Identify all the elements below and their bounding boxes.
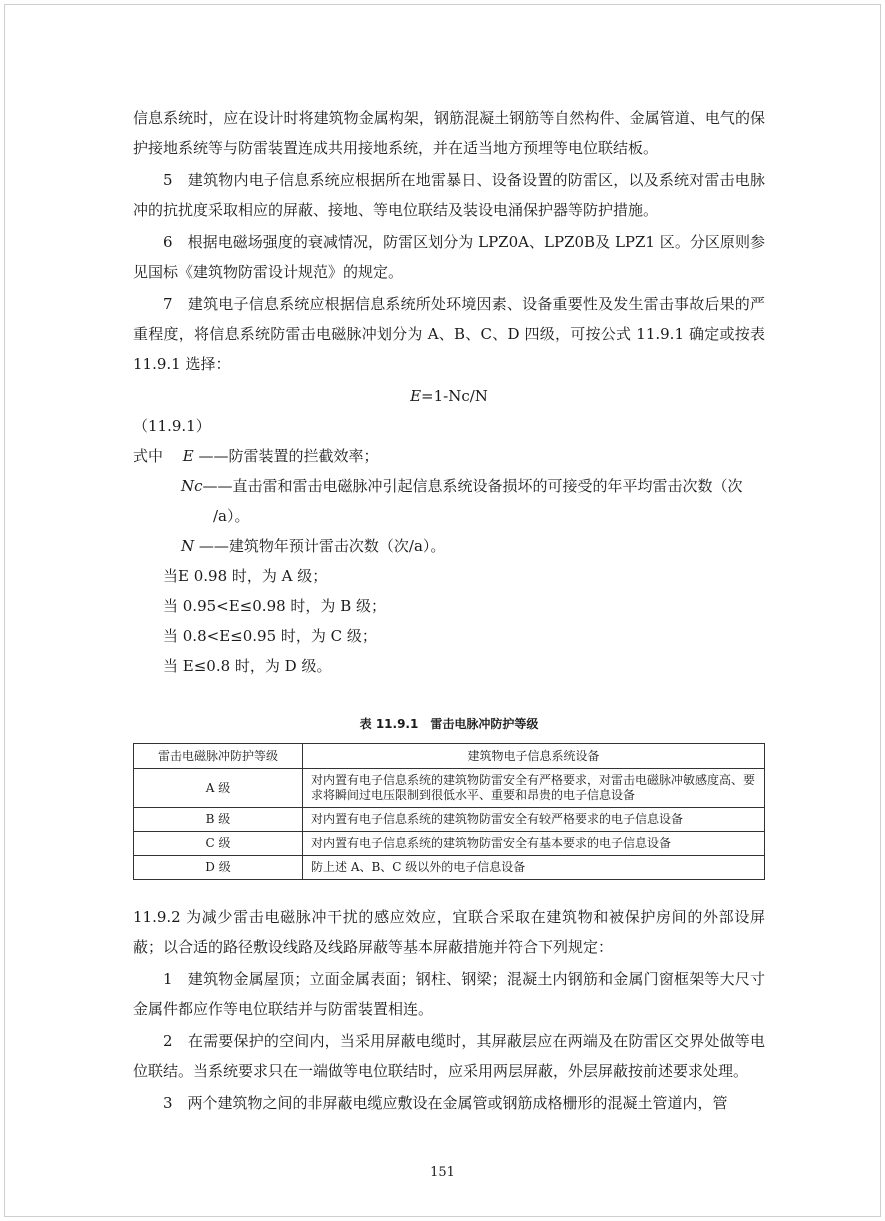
definition-nc-text: ——直击雷和雷击电磁脉冲引起信息系统设备损坏的可接受的年平均雷击次数（次 <box>202 477 743 495</box>
paragraph-11-9-2: 11.9.2 为减少雷击电磁脉冲干扰的感应效应，宜联合采取在建筑物和被保护房间的外部设屏蔽；以合适的路径敷设线路及线路屏蔽等基本屏蔽措施并符合下列规定： <box>133 908 765 956</box>
table-cell-description: 对内置有电子信息系统的建筑物防雷安全有较严格要求的电子信息设备 <box>303 808 765 832</box>
paragraph-item-3: 3 两个建筑物之间的非屏蔽电缆应敷设在金属管或钢筋成格栅形的混凝土管道内，管 <box>163 1094 728 1112</box>
table-cell-description: 对内置有电子信息系统的建筑物防雷安全有严格要求，对雷击电磁脉冲敏感度高、要求将瞬间过电压限制到很低水平、重要和昂贵的电子信息设备 <box>303 769 765 808</box>
table-cell-description: 对内置有电子信息系统的建筑物防雷安全有基本要求的电子信息设备 <box>303 832 765 856</box>
case-c: 当 0.8<E≤0.95 时，为 C 级； <box>163 627 377 645</box>
definition-n-text: ——建筑物年预计雷击次数（次/a）。 <box>194 537 446 555</box>
table-row <box>134 832 765 856</box>
paragraph-item-1: 1 建筑物金属屋顶；立面金属表面；钢柱、钢梁；混凝土内钢筋和金属门窗框架等大尺寸金属件都应作等电位联结并与防雷装置相连。 <box>133 970 765 1018</box>
paragraph-continuation: 信息系统时，应在设计时将建筑物金属构架，钢筋混凝土钢筋等自然构件、金属管道、电气的保护接地系统等与防雷装置连成共用接地系统，并在适当地方预埋等电位联结板。 <box>133 109 765 157</box>
definition-e <box>133 441 765 471</box>
page-number: 151 <box>430 1165 455 1180</box>
paragraph-item-2: 2 在需要保护的空间内，当采用屏蔽电缆时，其屏蔽层应在两端及在防雷区交界处做等电位联结。当系统要求只在一端做等电位联结时，应采用两层屏蔽，外层屏蔽按前述要求处理。 <box>133 1032 765 1080</box>
formula <box>133 381 765 411</box>
definition-nc-continuation: /a）。 <box>213 507 250 525</box>
table-title: 表 11.9.1 雷击电脉冲防护等级 <box>359 717 539 731</box>
section-11-9-2 <box>133 902 765 1118</box>
formula-lhs: E <box>410 387 422 405</box>
protection-level-table <box>133 743 765 880</box>
table-cell-level: D 级 <box>134 856 303 880</box>
table-cell-level: B 级 <box>134 808 303 832</box>
case-a: 当E 0.98 时，为 A 级； <box>163 567 328 585</box>
table-row <box>134 769 765 808</box>
definition-e-text: ——防雷装置的拦截效率； <box>193 447 379 465</box>
paragraph-item-5: 5 建筑物内电子信息系统应根据所在地雷暴日、设备设置的防雷区，以及系统对雷击电脉冲的抗扰度采取相应的屏蔽、接地、等电位联结及装设电涌保护器等防护措施。 <box>133 171 765 219</box>
table-cell-level: A 级 <box>134 769 303 808</box>
table-row <box>134 808 765 832</box>
paragraph-item-7: 7 建筑电子信息系统应根据信息系统所处环境因素、设备重要性及发生雷击事故后果的严重程度，将信息系统防雷击电磁脉冲划分为 A、B、C、D 四级，可按公式 11.9.1 确定或按表 11.9.1 选择： <box>133 295 765 373</box>
definition-intro: 式中 <box>133 447 164 465</box>
symbol-e: E <box>182 447 194 465</box>
definition-n <box>133 531 765 561</box>
symbol-nc: Nc <box>181 477 203 495</box>
case-b: 当 0.95<E≤0.98 时，为 B 级； <box>163 597 386 615</box>
table-header-level: 雷击电磁脉冲防护等级 <box>134 744 303 769</box>
definition-nc <box>133 471 765 531</box>
table-header-row <box>134 744 765 769</box>
symbol-n: N <box>181 537 195 555</box>
equation-number: （11.9.1） <box>133 417 211 435</box>
table-row <box>134 856 765 880</box>
formula-rhs: =1-Nc/N <box>421 387 488 405</box>
table-header-equipment: 建筑物电子信息系统设备 <box>303 744 765 769</box>
paragraph-item-6: 6 根据电磁场强度的衰减情况，防雷区划分为 LPZ0A、LPZ0B及 LPZ1 区。分区原则参见国标《建筑物防雷设计规范》的规定。 <box>133 233 765 281</box>
page-content <box>133 103 765 1120</box>
table-cell-description: 防上述 A、B、C 级以外的电子信息设备 <box>303 856 765 880</box>
case-d: 当 E≤0.8 时，为 D 级。 <box>163 657 332 675</box>
table-cell-level: C 级 <box>134 832 303 856</box>
